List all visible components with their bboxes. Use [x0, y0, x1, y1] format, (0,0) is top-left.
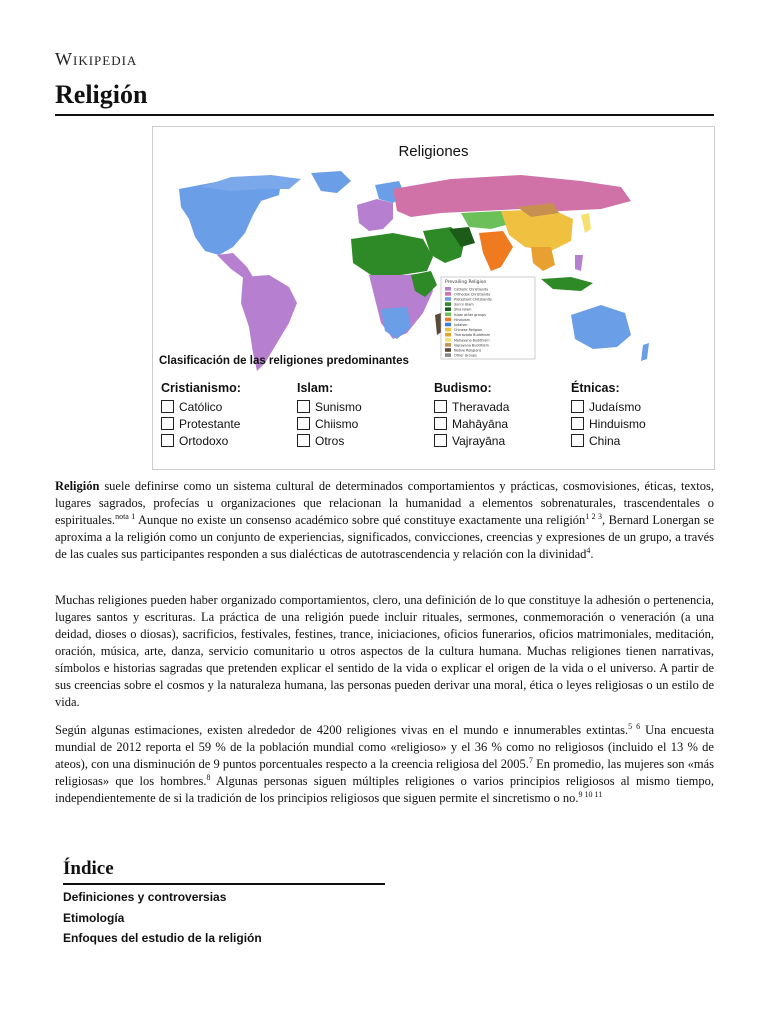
- group-heading: Islam:: [297, 381, 334, 395]
- option-china[interactable]: [571, 432, 701, 449]
- legend-swatch: [445, 333, 451, 337]
- option-label: Judaísmo: [589, 399, 642, 414]
- checkbox[interactable]: [434, 417, 447, 430]
- footnote-ref[interactable]: nota 1: [115, 511, 136, 521]
- checkbox[interactable]: [571, 400, 584, 413]
- legend-swatch: [445, 338, 451, 342]
- checkbox[interactable]: [161, 400, 174, 413]
- option-ortodoxo[interactable]: [161, 432, 291, 449]
- legend-label: Mahayana Buddhism: [454, 338, 490, 343]
- legend-swatch: [445, 297, 451, 301]
- map-southern-africa: [381, 307, 411, 339]
- text-span: suele definirse como un sistema cultural de determinados comportamientos y prácticas, cosmovisiones, éticas, textos, lugares sagrados, profecías u organizaciones que relacionan la humanidad a elementos sobrenaturales, trascendentales o espirituales.: [55, 479, 714, 527]
- map-new-zealand: [641, 343, 649, 361]
- text-span: Una encuesta mundial de 2012 reporta el 59 % de la población mundial como «religioso» y el 36 % como no religiosos (incluido el 13 % de ateos), con una disminución de 9 puntos porcentuales respecto a la creencia religiosa del 2005.: [55, 723, 715, 771]
- checkbox[interactable]: [434, 434, 447, 447]
- group-budismo: [434, 381, 564, 449]
- option-vajrayana[interactable]: [434, 432, 564, 449]
- toc-item-definiciones[interactable]: Definiciones y controversias: [63, 890, 227, 904]
- option-label: Mahāyāna: [452, 416, 509, 431]
- legend-swatch: [445, 353, 451, 357]
- map-indonesia: [541, 277, 593, 291]
- map-india: [479, 231, 513, 271]
- checkbox[interactable]: [161, 434, 174, 447]
- wikipedia-logo[interactable]: Wikipedia: [55, 49, 138, 69]
- option-label: Ortodoxo: [179, 433, 229, 448]
- group-heading: Budismo:: [434, 381, 492, 395]
- text-span: .: [590, 547, 594, 561]
- legend-swatch: [445, 292, 451, 296]
- group-islam: [297, 381, 427, 449]
- legend-swatch: [445, 318, 451, 322]
- map-philippines: [575, 255, 583, 271]
- map-north-africa: [351, 233, 433, 275]
- legend-swatch: [445, 328, 451, 332]
- footnote-ref[interactable]: 9 10 11: [578, 789, 603, 799]
- footnote-ref[interactable]: 4: [586, 545, 591, 555]
- text-span: Algunas personas siguen múltiples religiones o varios principios religiosos al mismo tiempo, independientemente de si la tradición de los principios religiosos que siguen permite el sincretismo o no.: [55, 774, 714, 805]
- legend-swatch: [445, 307, 451, 311]
- map-japan: [581, 213, 591, 233]
- legend-swatch: [445, 302, 451, 306]
- group-etnicas: [571, 381, 701, 449]
- intro-paragraph-2: Muchas religiones pueden haber organizado comportamientos, clero, una definición de lo que constituye la adhesión o pertenencia, lugares santos y escrituras. La práctica de una religión puede incluir rituales, sermones, conmemoración o veneración (a una deidad, dioses o diosas), sacrificios, festivales, festines, trance, iniciaciones, oficios funerarios, oficios matrimoniales, meditación, oración, música, arte, danza, servicio comunitario u otros aspectos de la cultura humana. Muchas religiones tienen narrativas, símbolos e historias sagradas que pretenden explicar el sentido de la vida o explicar el origen de la vida o el universo. A partir de sus creencias sobre el cosmos y la naturaleza humana, las personas pueden derivar una moral, ética o leyes religiosas o un estilo de vida.: [55, 593, 714, 709]
- option-label: Católico: [179, 399, 223, 414]
- legend-swatch: [445, 287, 451, 291]
- map-europe-west: [357, 199, 393, 231]
- toc-item-etimologia[interactable]: Etimología: [63, 910, 125, 925]
- intro-paragraph-1: [55, 478, 714, 563]
- map-australia: [571, 305, 631, 349]
- option-protestante[interactable]: [161, 415, 291, 432]
- option-mahayana[interactable]: [434, 415, 564, 432]
- option-label: Hinduismo: [589, 416, 646, 431]
- text-span: Según algunas estimaciones, existen alrededor de 4200 religiones vivas en el mundo e innumerables extintas.: [55, 723, 629, 737]
- checkbox[interactable]: [161, 417, 174, 430]
- religion-map-figure: [152, 126, 715, 470]
- checkbox[interactable]: [297, 434, 310, 447]
- toc-divider: [63, 883, 385, 885]
- checkbox[interactable]: [297, 417, 310, 430]
- option-otros[interactable]: [297, 432, 427, 449]
- checkbox[interactable]: [297, 400, 310, 413]
- legend-label: Protestant Christianity: [454, 297, 492, 302]
- legend-label: Native Religions: [454, 348, 482, 353]
- legend-label: Catholic Christianity: [454, 287, 489, 292]
- legend-label: Hinduism: [454, 317, 470, 322]
- group-cristianismo: [161, 381, 291, 449]
- text-span: , Bernard Lonergan se aproxima a la religión como un conjunto de experiencias, significados, convicciones, creencias y expresiones de un grupo, a través de las cuales sus participantes responden a sus dialécticas de autotrascendencia y relación con la divinidad: [55, 513, 714, 561]
- option-label: Sunismo: [315, 399, 362, 414]
- title-divider: [55, 114, 714, 116]
- map-legend-title: Prevailing Religion: [445, 280, 487, 285]
- legend-label: Judaism: [454, 323, 468, 327]
- table-of-contents: [63, 889, 262, 951]
- group-heading: Étnicas:: [571, 381, 620, 395]
- option-label: Vajrayāna: [452, 433, 506, 448]
- legend-label: Other Groups: [454, 353, 477, 358]
- option-catolico[interactable]: [161, 398, 291, 415]
- figure-title: Religiones: [398, 143, 469, 160]
- option-chiismo[interactable]: [297, 415, 427, 432]
- option-label: China: [589, 433, 621, 448]
- option-hinduismo[interactable]: [571, 415, 701, 432]
- legend-swatch: [445, 343, 451, 347]
- group-heading: Cristianismo:: [161, 381, 241, 395]
- legend-label: Chinese Religion: [454, 328, 483, 333]
- option-judaismo[interactable]: [571, 398, 701, 415]
- figure-caption: Clasificación de las religiones predominantes: [159, 355, 409, 367]
- world-religion-map[interactable]: [161, 167, 706, 383]
- legend-swatch: [445, 348, 451, 352]
- legend-label: Vajrayana Buddhism: [454, 343, 489, 348]
- legend-label: Islam other groups: [454, 312, 486, 317]
- toc-item-enfoques[interactable]: Enfoques del estudio de la religión: [63, 931, 262, 945]
- checkbox[interactable]: [571, 434, 584, 447]
- option-label: Theravada: [452, 399, 510, 414]
- option-label: Otros: [315, 433, 345, 448]
- legend-label: Orthodox Christianity: [454, 292, 491, 297]
- checkbox[interactable]: [434, 400, 447, 413]
- legend-swatch: [445, 313, 451, 317]
- footnote-ref[interactable]: 5 6: [628, 721, 641, 731]
- map-se-asia: [531, 247, 555, 271]
- map-greenland: [311, 171, 351, 193]
- legend-label: Shia Islam: [454, 307, 472, 312]
- term-bold: Religión: [55, 479, 100, 493]
- option-theravada[interactable]: [434, 398, 564, 415]
- page-title: Religión: [55, 80, 148, 109]
- legend-swatch: [445, 323, 451, 327]
- option-label: Protestante: [179, 416, 241, 431]
- footnote-ref[interactable]: 7: [528, 755, 533, 765]
- toc-title: Índice: [63, 858, 114, 879]
- option-sunismo[interactable]: [297, 398, 427, 415]
- option-label: Chiismo: [315, 416, 359, 431]
- text-span: En promedio, las mujeres son «más religiosas» que los hombres.: [55, 757, 714, 788]
- footnote-ref[interactable]: 8: [206, 772, 211, 782]
- map-central-america: [217, 253, 253, 279]
- map-canada-north: [201, 175, 301, 191]
- intro-paragraph-3: [55, 722, 714, 807]
- legend-label: Theravada Buddhism: [454, 333, 491, 338]
- checkbox[interactable]: [571, 417, 584, 430]
- footnote-ref[interactable]: 1 2 3: [585, 511, 603, 521]
- legend-label: Sunni Islam: [454, 302, 474, 307]
- text-span: Aunque no existe un consenso académico sobre qué constituye exactamente una religión: [135, 513, 586, 527]
